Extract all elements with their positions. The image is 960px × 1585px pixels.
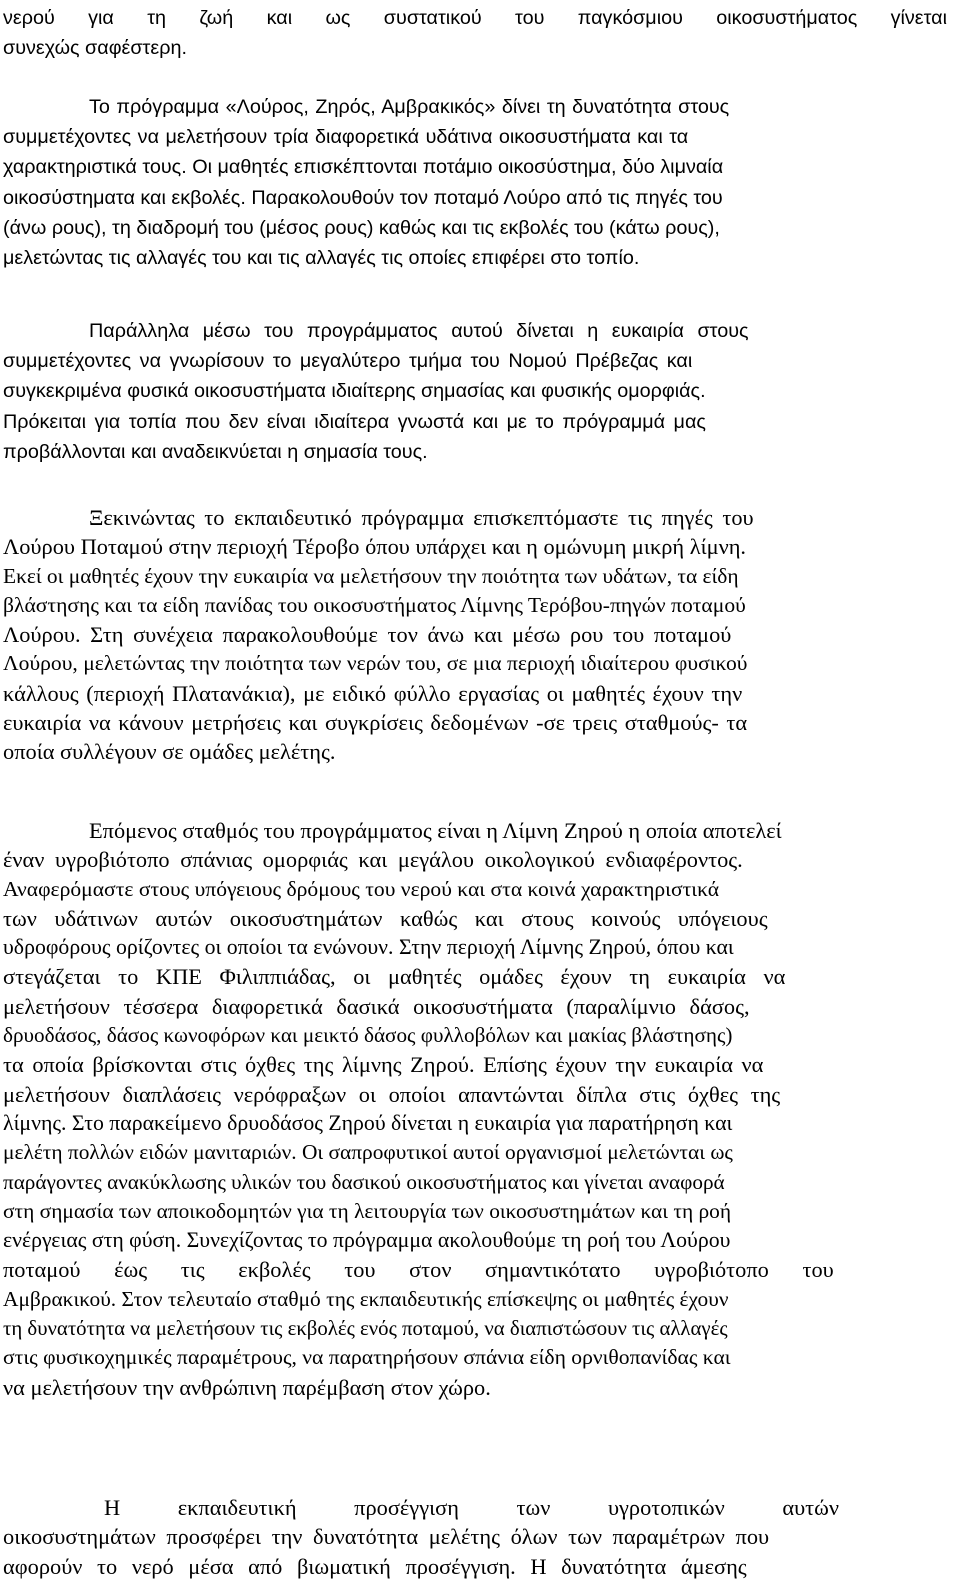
text-line: τα οποία βρίσκονται στις όχθες της λίμνης Ζηρού. Επίσης έχουν την ευκαιρία να (3, 1052, 764, 1078)
text-line: δρυοδάσος, δάσος κωνοφόρων και μεικτό δάσος φυλλοβόλων και μακίας βλάστησης) (3, 1023, 733, 1048)
text-line: συγκεκριμένα φυσικά οικοσυστήματα ιδιαίτερης σημασίας και φυσικής ομορφιάς. (3, 380, 706, 403)
text-line: Αναφερόμαστε στους υπόγειους δρόμους του νερού και στα κοινά χαρακτηριστικά (3, 876, 720, 901)
text-line: μελετήσουν τέσσερα διαφορετικά δασικά οικοσυστήματα (παραλίμνιο δάσος, (3, 993, 750, 1019)
text-line: στη σημασία των αποικοδομητών για τη λειτουργία των οικοσυστημάτων και τη ροή (3, 1198, 732, 1223)
paragraph-5 (3, 816, 947, 1402)
text-line: μελετώντας τις αλλαγές του και τις αλλαγές τις οποίες επιφέρει στο τοπίο. (3, 247, 640, 270)
text-line: Παράλληλα μέσω του προγράμματος αυτού δίνεται η ευκαιρία στους (89, 320, 749, 342)
text-line: οικοσυστημάτων προσφέρει την δυνατότητα μελέτης όλων των παραμέτρων που (3, 1524, 770, 1550)
text-line: Λούρου Ποταμού στην περιοχή Τέροβο όπου υπάρχει και η ομώνυμη μικρή λίμνη. (3, 534, 747, 560)
text-line: κάλλους (περιοχή Πλατανάκια), με ειδικό φύλλο εργασίας οι μαθητές έχουν την (3, 680, 743, 706)
text-line: να μελετήσουν την ανθρώπινη παρέμβαση στον χώρο. (3, 1374, 491, 1400)
text-line: χαρακτηριστικά τους. Οι μαθητές επισκέπτονται ποτάμιο οικοσύστημα, δύο λιμναία (3, 156, 724, 179)
text-line: προβάλλονται και αναδεικνύεται η σημασία τους. (3, 440, 428, 463)
paragraph-4 (3, 503, 947, 767)
text-line: Επόμενος σταθμός του προγράμματος είναι η Λίμνη Ζηρού η οποία αποτελεί (89, 818, 782, 843)
text-line: ευκαιρία να κάνουν μετρήσεις και συγκρίσεις δεδομένων -σε τρεις σταθμούς- τα (3, 710, 748, 736)
text-line: παράγοντες ανακύκλωσης υλικών του δασικού οικοσυστήματος και γίνεται αναφορά (3, 1169, 725, 1194)
text-line: νερού για τη ζωή και ως συστατικού του παγκόσμιου οικοσυστήματος γίνεται (3, 7, 947, 29)
text-line: συνεχώς σαφέστερη. (3, 37, 187, 60)
text-line: συμμετέχοντες να γνωρίσουν το μεγαλύτερο τμήμα του Νομού Πρέβεζας και (3, 350, 693, 373)
text-line: Πρόκειται για τοπία που δεν είναι ιδιαίτερα γνωστά και με το πρόγραμμά μας (3, 410, 706, 433)
paragraph-3 (3, 316, 947, 467)
text-line: μελέτη πολλών ειδών μανιταριών. Οι σαπροφυτικοί αυτοί οργανισμοί μελετώνται ως (3, 1140, 733, 1165)
text-line: οποία συλλέγουν σε ομάδες μελέτης. (3, 739, 336, 765)
text-line: έναν υγροβιότοπο σπάνιας ομορφιάς και μεγάλου οικολογικού ενδιαφέροντος. (3, 847, 743, 873)
text-line: (άνω ρους), τη διαδρομή του (μέσος ρους) καθώς και τις εκβολές του (κάτω ρους), (3, 216, 720, 239)
text-line: ποταμού έως τις εκβολές του στον σημαντικότατο υγροβιότοπο του (3, 1257, 834, 1283)
text-line: των υδάτινων αυτών οικοσυστημάτων καθώς και στους κοινούς υπόγειους (3, 905, 768, 931)
text-line: μελετήσουν διαπλάσεις νερόφραξων οι οποίοι απαντώνται δίπλα στις όχθες της (3, 1081, 781, 1107)
paragraph-1 (3, 3, 947, 63)
text-line: βλάστησης και τα είδη πανίδας του οικοσυστήματος Λίμνης Τερόβου-πηγών ποταμού (3, 592, 746, 617)
paragraph-6 (3, 1493, 947, 1581)
text-line: Λούρου. Στη συνέχεια παρακολουθούμε τον άνω και μέσω ρου του ποταμού (3, 622, 732, 648)
paragraph-2 (3, 92, 947, 273)
text-line: Αμβρακικού. Στον τελευταίο σταθμό της εκπαιδευτικής επίσκεψης οι μαθητές έχουν (3, 1286, 729, 1311)
text-line: υδροφόρους ορίζοντες οι οποίοι τα ενώνουν. Στην περιοχή Λίμνης Ζηρού, όπου και (3, 935, 734, 960)
text-line: λίμνης. Στο παρακείμενο δρυοδάσος Ζηρού δίνεται η ευκαιρία για παρατήρηση και (3, 1110, 733, 1135)
text-line: Εκεί οι μαθητές έχουν την ευκαιρία να μελετήσουν την ποιότητα των υδάτων, τα είδη (3, 563, 739, 588)
text-line: Ξεκινώντας το εκπαιδευτικό πρόγραμμα επισκεπτόμαστε τις πηγές του (89, 505, 754, 530)
text-line: Η εκπαιδευτική προσέγγιση των υγροτοπικών αυτών (104, 1495, 840, 1520)
text-line: αφορούν το νερό μέσα από βιωματική προσέγγιση. Η δυνατότητα άμεσης (3, 1553, 747, 1579)
text-line: Το πρόγραμμα «Λούρος, Ζηρός, Αμβρακικός» δίνει τη δυνατότητα στους (89, 96, 730, 118)
text-line: ενέργειας στη φύση. Συνεχίζοντας το πρόγραμμα ακολουθούμε τη ροή του Λούρου (3, 1228, 731, 1253)
text-line: στις φυσικοχημικές παραμέτρους, να παρατηρήσουν σπάνια είδη ορνιθοπανίδας και (3, 1345, 731, 1370)
text-line: Λούρου, μελετώντας την ποιότητα των νερών του, σε μια περιοχή ιδιαίτερου φυσικού (3, 651, 748, 676)
text-line: συμμετέχοντες να μελετήσουν τρία διαφορετικά υδάτινα οικοσυστήματα και τα (3, 126, 689, 149)
text-line: οικοσύστηματα και εκβολές. Παρακολουθούν τον ποταμό Λούρο από τις πηγές του (3, 186, 723, 209)
text-line: τη δυνατότητα να μελετήσουν τις εκβολές ενός ποταμού, να διαπιστώσουν τις αλλαγές (3, 1317, 728, 1341)
text-line: στεγάζεται το ΚΠΕ Φιλιππιάδας, οι μαθητές ομάδες έχουν τη ευκαιρία να (3, 964, 786, 990)
